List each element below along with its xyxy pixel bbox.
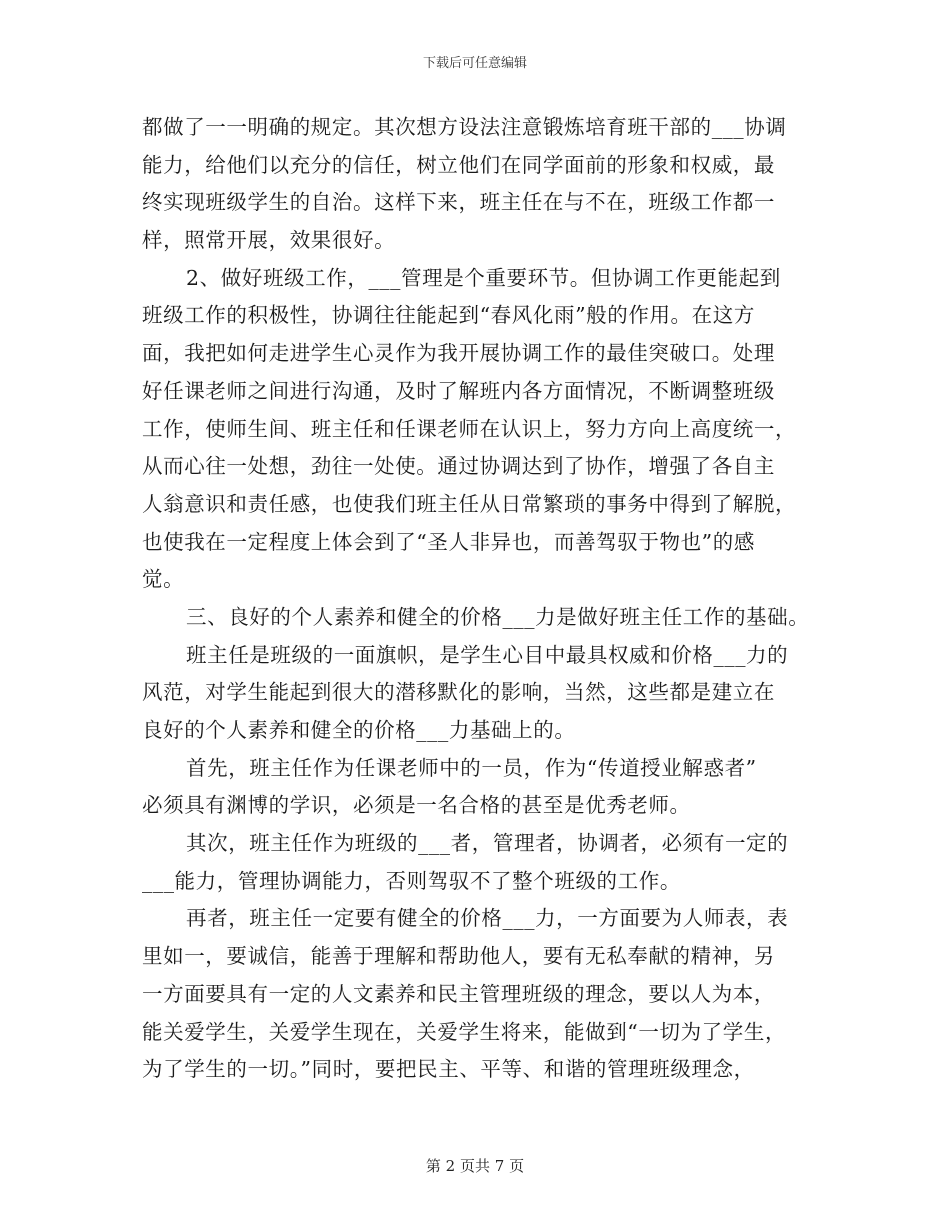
text-line: 样，照常开展，效果很好。 bbox=[142, 228, 396, 253]
page-number: 第 2 页共 7 页 bbox=[425, 1157, 525, 1175]
text-line: 再者，班主任一定要有健全的价格___力，一方面要为人师表，表 bbox=[186, 906, 789, 931]
text-line: 一方面要具有一定的人文素养和民主管理班级的理念，要以人为本， bbox=[142, 981, 775, 1006]
text-line: 必须具有渊博的学识，必须是一名合格的甚至是优秀老师。 bbox=[142, 793, 691, 818]
text-line: 里如一，要诚信，能善于理解和帮助他人，要有无私奉献的精神，另 bbox=[142, 944, 775, 969]
text-line: 从而心往一处想，劲往一处使。通过协调达到了协作，增强了各自主 bbox=[142, 454, 775, 479]
text-line: 面，我把如何走进学生心灵作为我开展协调工作的最佳突破口。处理 bbox=[142, 341, 775, 366]
text-line: 班级工作的积极性，协调往往能起到“春风化雨”般的作用。在这方 bbox=[142, 303, 755, 328]
text-line: 好任课老师之间进行沟通，及时了解班内各方面情况，不断调整班级 bbox=[142, 378, 775, 403]
text-line: 良好的个人素养和健全的价格___力基础上的。 bbox=[142, 718, 576, 742]
text-line: 其次，班主任作为班级的___者，管理者，协调者，必须有一定的 bbox=[186, 831, 789, 856]
text-line: 风范，对学生能起到很大的潜移默化的影响，当然，这些都是建立在 bbox=[142, 680, 775, 705]
section-heading: 三、良好的个人素养和健全的价格___力是做好班主任工作的基础。 bbox=[186, 604, 810, 629]
text-line: 人翁意识和责任感，也使我们班主任从日常繁琐的事务中得到了解脱， bbox=[142, 491, 797, 516]
text-line: 也使我在一定程度上体会到了“圣人非异也，而善驾驭于物也”的感 bbox=[142, 529, 755, 554]
text-line: ___能力，管理协调能力，否则驾驭不了整个班级的工作。 bbox=[142, 868, 681, 893]
text-line: 为了学生的一切。”同时，要把民主、平等、和谐的管理班级理念， bbox=[142, 1057, 755, 1082]
text-line: 首先，班主任作为任课老师中的一员，作为“传道授业解惑者” bbox=[186, 755, 757, 780]
text-line: 终实现班级学生的自治。这样下来，班主任在与不在，班级工作都一 bbox=[142, 190, 775, 215]
text-line: 能关爱学生，关爱学生现在，关爱学生将来，能做到“一切为了学生， bbox=[142, 1019, 787, 1044]
text-line: 觉。 bbox=[142, 567, 185, 592]
text-line: 工作，使师生间、班主任和任课老师在认识上，努力方向上高度统一， bbox=[142, 416, 797, 441]
page-header: 下载后可任意编辑 bbox=[422, 56, 527, 71]
text-line: 班主任是班级的一面旗帜，是学生心目中最具权威和价格___力的 bbox=[186, 642, 789, 667]
text-line: 能力，给他们以充分的信任，树立他们在同学面前的形象和权威，最 bbox=[142, 152, 775, 177]
text-line: 2、做好班级工作，___管理是个重要环节。但协调工作更能起到 bbox=[186, 265, 781, 290]
text-line: 都做了一一明确的规定。其次想方设法注意锻炼培育班干部的___协调 bbox=[142, 115, 787, 139]
body-text bbox=[142, 109, 822, 1089]
